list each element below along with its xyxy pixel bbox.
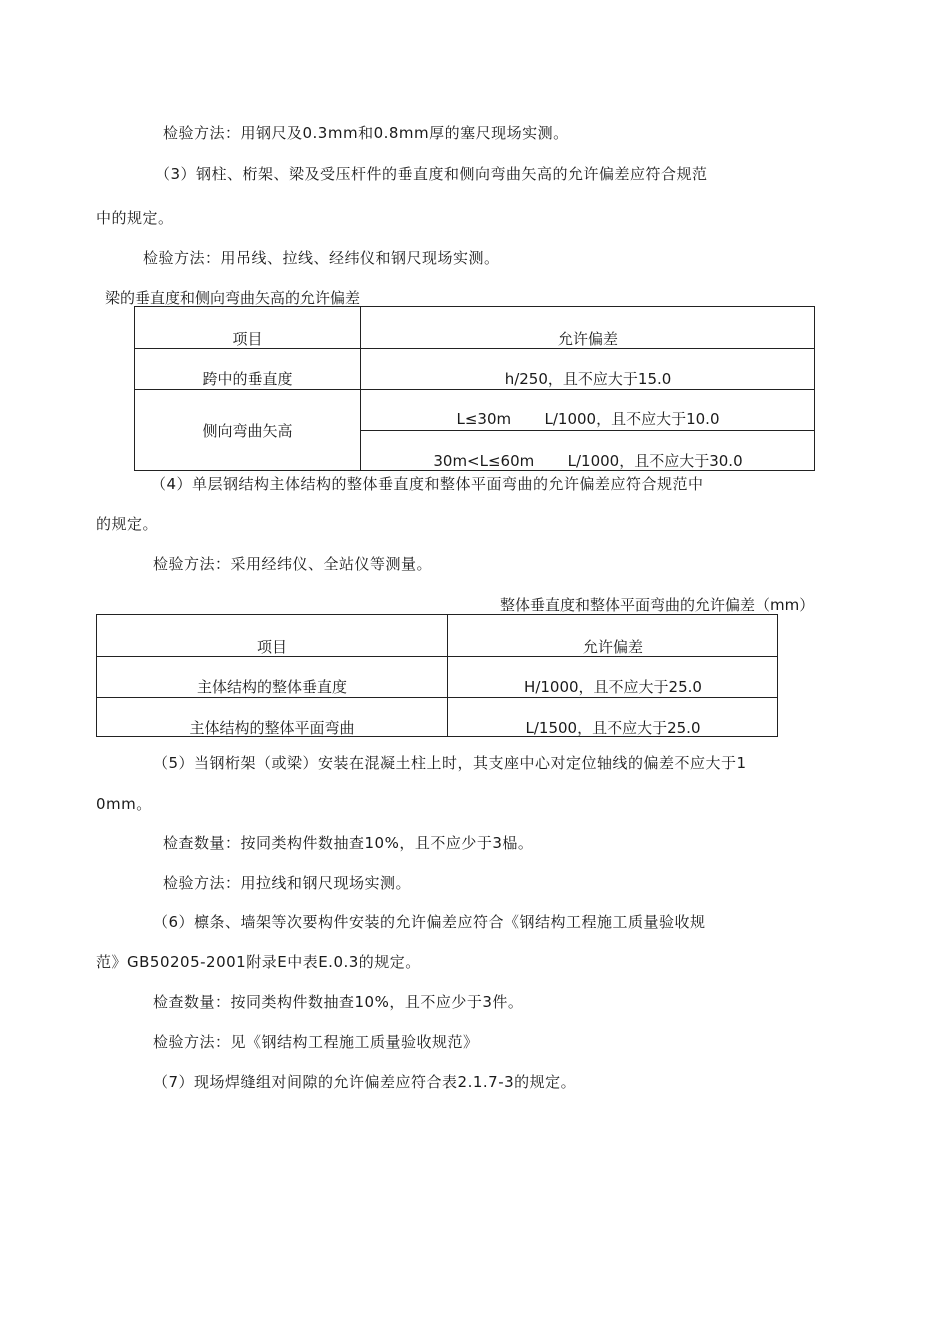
table1-row2-sub2: 30m<L≤60m L/1000，且不应大于30.0 <box>433 452 743 470</box>
paragraph-inspection-method-3: 检验方法：采用经纬仪、全站仪等测量。 <box>153 555 433 573</box>
table2-row2-value: L/1500，且不应大于25.0 <box>525 719 701 737</box>
table1-caption: 梁的垂直度和侧向弯曲矢高的允许偏差 <box>105 289 361 307</box>
paragraph-inspection-method-4: 检验方法：用拉线和钢尺现场实测。 <box>163 874 412 892</box>
table2 <box>96 614 778 737</box>
paragraph-item-6: （6）檩条、墙架等次要构件安装的允许偏差应符合《钢结构工程施工质量验收规 <box>153 913 706 931</box>
table2-row1-value: H/1000，且不应大于25.0 <box>524 678 702 696</box>
paragraph-inspection-quantity-1: 检查数量：按同类构件数抽查10%，且不应少于3榀。 <box>163 834 534 852</box>
paragraph-item-5: （5）当钢桁架（或梁）安装在混凝土柱上时，其支座中心对定位轴线的偏差不应大于1 <box>153 754 747 772</box>
table1-row2-sub1: L≤30m L/1000，且不应大于10.0 <box>456 410 720 428</box>
paragraph-item-7: （7）现场焊缝组对间隙的允许偏差应符合表2.1.7-3的规定。 <box>153 1073 577 1091</box>
paragraph-item-4: （4）单层钢结构主体结构的整体垂直度和整体平面弯曲的允许偏差应符合规范中 <box>151 475 704 493</box>
paragraph-item-3: （3）钢柱、桁架、梁及受压杆件的垂直度和侧向弯曲矢高的允许偏差应符合规范 <box>155 165 708 183</box>
table1-header-item: 项目 <box>232 330 263 348</box>
table2-row2-label: 主体结构的整体平面弯曲 <box>189 719 355 737</box>
table1-row2-label: 侧向弯曲矢高 <box>202 422 293 440</box>
table2-header-item: 项目 <box>256 638 287 656</box>
paragraph-item-6-cont: 范》GB50205-2001附录E中表E.0.3的规定。 <box>96 953 421 971</box>
paragraph-item-3-cont: 中的规定。 <box>96 209 174 227</box>
paragraph-item-5-cont: 0mm。 <box>96 795 152 813</box>
table1 <box>134 306 815 471</box>
table1-row1-label: 跨中的垂直度 <box>202 370 293 388</box>
table2-caption: 整体垂直度和整体平面弯曲的允许偏差（mm） <box>500 596 815 614</box>
paragraph-inspection-method-5: 检验方法：见《钢结构工程施工质量验收规范》 <box>153 1033 479 1051</box>
table1-row1-value: h/250，且不应大于15.0 <box>504 370 672 388</box>
table2-header-tolerance: 允许偏差 <box>582 638 643 656</box>
table1-header-tolerance: 允许偏差 <box>557 330 618 348</box>
paragraph-inspection-method-2: 检验方法：用吊线、拉线、经纬仪和钢尺现场实测。 <box>143 249 500 267</box>
paragraph-inspection-method-1: 检验方法：用钢尺及0.3mm和0.8mm厚的塞尺现场实测。 <box>163 124 569 142</box>
paragraph-item-4-cont: 的规定。 <box>96 515 159 533</box>
paragraph-inspection-quantity-2: 检查数量：按同类构件数抽查10%，且不应少于3件。 <box>153 993 524 1011</box>
table2-row1-label: 主体结构的整体垂直度 <box>196 678 347 696</box>
